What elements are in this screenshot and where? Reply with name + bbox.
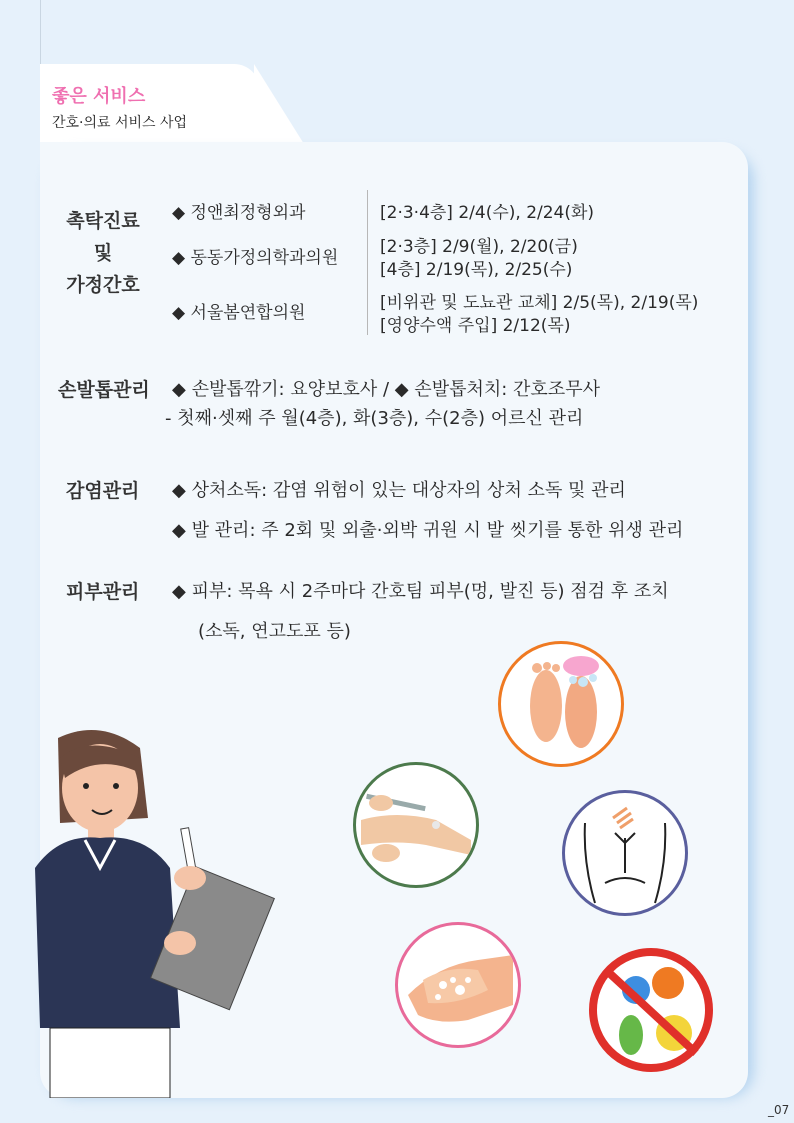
clinic-schedule: [4층] 2/19(목), 2/25(수) (380, 260, 573, 280)
nail-line: ◆ 손발톱깎기: 요양보호사 / ◆ 손발톱처치: 간호조무사 (172, 379, 600, 400)
margin-line (40, 0, 41, 70)
clinic-schedule: [2·3·4층] 2/4(수), 2/24(화) (380, 203, 595, 223)
column-divider (367, 190, 368, 335)
clinic-schedule: [2·3층] 2/9(월), 2/20(금) (380, 237, 578, 257)
clinic-schedule: [비위관 및 도뇨관 교체] 2/5(목), 2/19(목) (380, 293, 699, 313)
wound-care-illustration (353, 762, 479, 888)
skin-check-illustration (562, 790, 688, 916)
skin-line: (소독, 연고도포 등) (198, 621, 351, 642)
skin-label: 피부관리 (66, 581, 140, 603)
nail-label: 손발톱관리 (58, 379, 150, 401)
section-title: 좋은 서비스 (52, 86, 146, 107)
clinic-schedule: [영양수액 주입] 2/12(목) (380, 316, 571, 336)
infection-line: ◆ 발 관리: 주 2회 및 외출·외박 귀원 시 발 씻기를 통한 위생 관리 (172, 520, 684, 541)
header-tab-slant (254, 64, 304, 144)
clinic-name: ◆ 서울봄연합의원 (172, 303, 306, 323)
clinic-name: ◆ 동동가정의학과의원 (172, 248, 339, 268)
feet-bath-illustration (498, 641, 624, 767)
skin-line: ◆ 피부: 목욕 시 2주마다 간호팀 피부(멍, 발진 등) 점검 후 조치 (172, 581, 669, 602)
checkup-label-line: 및 (93, 242, 113, 264)
infection-label: 감염관리 (66, 480, 140, 502)
checkup-label-line: 촉탁진료 (66, 210, 140, 232)
clinic-name: ◆ 정앤최정형외과 (172, 203, 306, 223)
infection-line: ◆ 상처소독: 감염 위험이 있는 대상자의 상처 소독 및 관리 (172, 480, 626, 501)
section-subtitle: 간호·의료 서비스 사업 (52, 115, 188, 131)
hand-wash-illustration (395, 922, 521, 1048)
nail-line: - 첫째·셋째 주 월(4층), 화(3층), 수(2층) 어르신 관리 (165, 408, 584, 429)
page-number: _07 (768, 1103, 790, 1117)
no-germs-illustration (586, 945, 716, 1075)
checkup-label (58, 205, 148, 301)
checkup-label-line: 가정간호 (66, 274, 140, 296)
nurse-illustration (30, 728, 275, 1098)
